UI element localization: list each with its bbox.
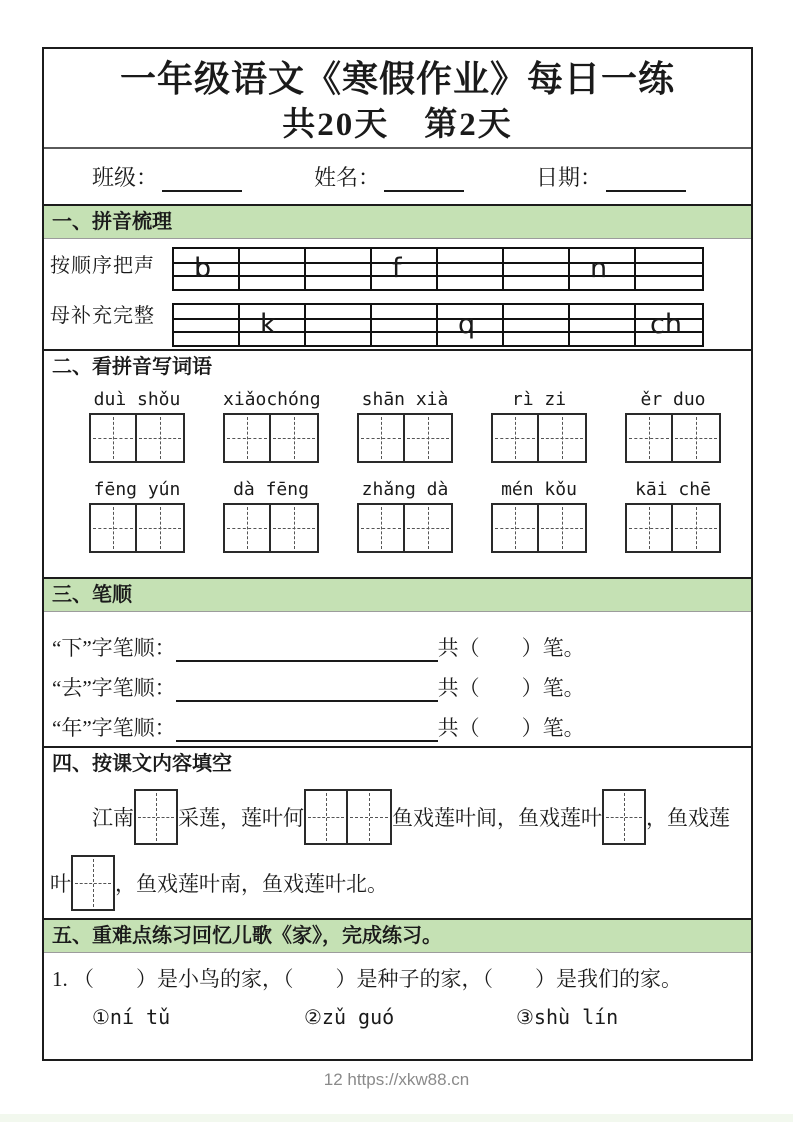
word-group: [223, 479, 319, 553]
word-group: [223, 389, 319, 463]
fill-line-1: [44, 784, 751, 850]
grid2-letter-k: k: [260, 309, 276, 341]
pinyin-text: ěr duo: [640, 389, 706, 410]
writing-box[interactable]: [89, 503, 137, 553]
grid1-letter-b: b: [194, 253, 212, 285]
section1-header: 一、拼音梳理: [44, 204, 751, 239]
page-footer-url: 12 https://xkw88.cn: [323, 1070, 470, 1089]
section3-content: [44, 612, 751, 746]
pinyin-instruction: [50, 247, 172, 349]
writing-box[interactable]: [491, 413, 539, 463]
name-field: [314, 161, 464, 192]
word-group: [491, 389, 587, 463]
word-group: [89, 389, 185, 463]
writing-box[interactable]: [673, 413, 721, 463]
writing-box[interactable]: [625, 503, 673, 553]
writing-box[interactable]: [271, 413, 319, 463]
stroke-prefix: “年”字笔顺：: [52, 716, 176, 740]
writing-box[interactable]: [673, 503, 721, 553]
name-blank[interactable]: [384, 168, 464, 192]
grid1-letter-n: n: [590, 253, 608, 285]
word-group: [625, 389, 721, 463]
section3-header: 三、笔顺: [44, 577, 751, 612]
grid2-letter-ch: ch: [650, 309, 682, 341]
stroke-prefix: “下”字笔顺：: [52, 636, 176, 660]
section4-header: 四、按课文内容填空: [44, 746, 751, 780]
fill-text-5: 叶: [50, 872, 71, 896]
section4-content: [44, 780, 751, 918]
class-field: [92, 161, 242, 192]
writing-box[interactable]: [223, 413, 271, 463]
date-field: [536, 161, 686, 192]
writing-box[interactable]: [137, 413, 185, 463]
section1-content: [44, 239, 751, 349]
writing-box[interactable]: [539, 413, 587, 463]
fill-text-1: 江南: [92, 806, 134, 830]
writing-box[interactable]: [137, 503, 185, 553]
word-group: [357, 389, 453, 463]
pinyin-text: zhǎng dà: [361, 479, 449, 500]
fill-text-6: ，鱼戏莲叶南，鱼戏莲叶北。: [115, 872, 388, 896]
writing-box[interactable]: [357, 503, 405, 553]
section2-content: [44, 383, 751, 577]
worksheet: [42, 47, 753, 1061]
fill-text-4: ，鱼戏莲: [646, 806, 730, 830]
class-label: 班级：: [92, 165, 159, 190]
stroke-row-xia: [52, 622, 751, 662]
writing-box[interactable]: [405, 503, 453, 553]
pinyin-grids: [172, 247, 704, 349]
name-label: 姓名：: [314, 165, 381, 190]
section5-header: 五、重难点练习回忆儿歌《家》，完成练习。: [44, 918, 751, 953]
pinyin-text: xiǎochóng: [223, 389, 321, 410]
word-group: [491, 479, 587, 553]
date-blank[interactable]: [606, 168, 686, 192]
pinyin-text: mén kǒu: [501, 479, 577, 500]
title-block: [44, 49, 751, 149]
pinyin-text: dà fēng: [233, 479, 309, 500]
worksheet-subtitle: 共20天 第2天: [282, 107, 513, 143]
option-1: ①ní tǔ: [92, 1005, 171, 1029]
option-3: ③shù lín: [516, 1005, 619, 1029]
stroke-blank[interactable]: [176, 676, 438, 702]
bottom-strip: [0, 1114, 793, 1122]
stroke-row-nian: [52, 702, 751, 742]
fill-box[interactable]: [71, 855, 115, 911]
fill-line-2: [44, 850, 751, 916]
writing-box[interactable]: [539, 503, 587, 553]
fill-text-2: 采莲，莲叶何: [178, 806, 304, 830]
class-blank[interactable]: [162, 168, 242, 192]
stroke-suffix: 共（ ）笔。: [437, 636, 585, 660]
stroke-prefix: “去”字笔顺：: [52, 676, 176, 700]
pinyin-text: kāi chē: [635, 479, 711, 500]
writing-box[interactable]: [625, 413, 673, 463]
question-1: 1. （ ）是小鸟的家，（ ）是种子的家，（ ）是我们的家。: [52, 967, 682, 991]
writing-box[interactable]: [271, 503, 319, 553]
info-row: [44, 149, 751, 204]
grid1-letter-f: f: [392, 253, 402, 285]
stroke-blank[interactable]: [176, 636, 438, 662]
fill-box[interactable]: [602, 789, 646, 845]
worksheet-title: 一年级语文《寒假作业》每日一练: [119, 59, 675, 99]
pinyin-grid-1[interactable]: [172, 247, 704, 291]
pinyin-text: duì shǒu: [93, 389, 181, 410]
writing-box[interactable]: [405, 413, 453, 463]
word-group: [357, 479, 453, 553]
fill-text-3: 鱼戏莲叶间，鱼戏莲叶: [392, 806, 602, 830]
pinyin-grid-2[interactable]: [172, 303, 704, 347]
writing-box[interactable]: [491, 503, 539, 553]
fill-box[interactable]: [348, 789, 392, 845]
fill-box[interactable]: [304, 789, 348, 845]
stroke-suffix: 共（ ）笔。: [437, 716, 585, 740]
pinyin-instruction-line2: 母补充完整: [50, 305, 155, 327]
pinyin-text: rì zi: [511, 389, 567, 410]
stroke-blank[interactable]: [176, 716, 438, 742]
pinyin-text: shān xià: [361, 389, 449, 410]
date-label: 日期：: [536, 165, 603, 190]
word-group: [625, 479, 721, 553]
stroke-row-qu: [52, 662, 751, 702]
writing-box[interactable]: [223, 503, 271, 553]
writing-box[interactable]: [357, 413, 405, 463]
pinyin-instruction-line1: 按顺序把声: [50, 255, 155, 277]
pinyin-text: fēng yún: [93, 479, 181, 500]
word-group: [89, 479, 185, 553]
word-row-1: [89, 389, 721, 463]
option-2: ②zǔ guó: [304, 1005, 395, 1029]
section5-content: [44, 953, 751, 1058]
section2-header: 二、看拼音写词语: [44, 349, 751, 383]
stroke-suffix: 共（ ）笔。: [437, 676, 585, 700]
fill-box[interactable]: [134, 789, 178, 845]
grid2-letter-q: q: [458, 309, 476, 341]
word-row-2: [89, 479, 721, 553]
writing-box[interactable]: [89, 413, 137, 463]
options-row: [52, 1005, 751, 1029]
